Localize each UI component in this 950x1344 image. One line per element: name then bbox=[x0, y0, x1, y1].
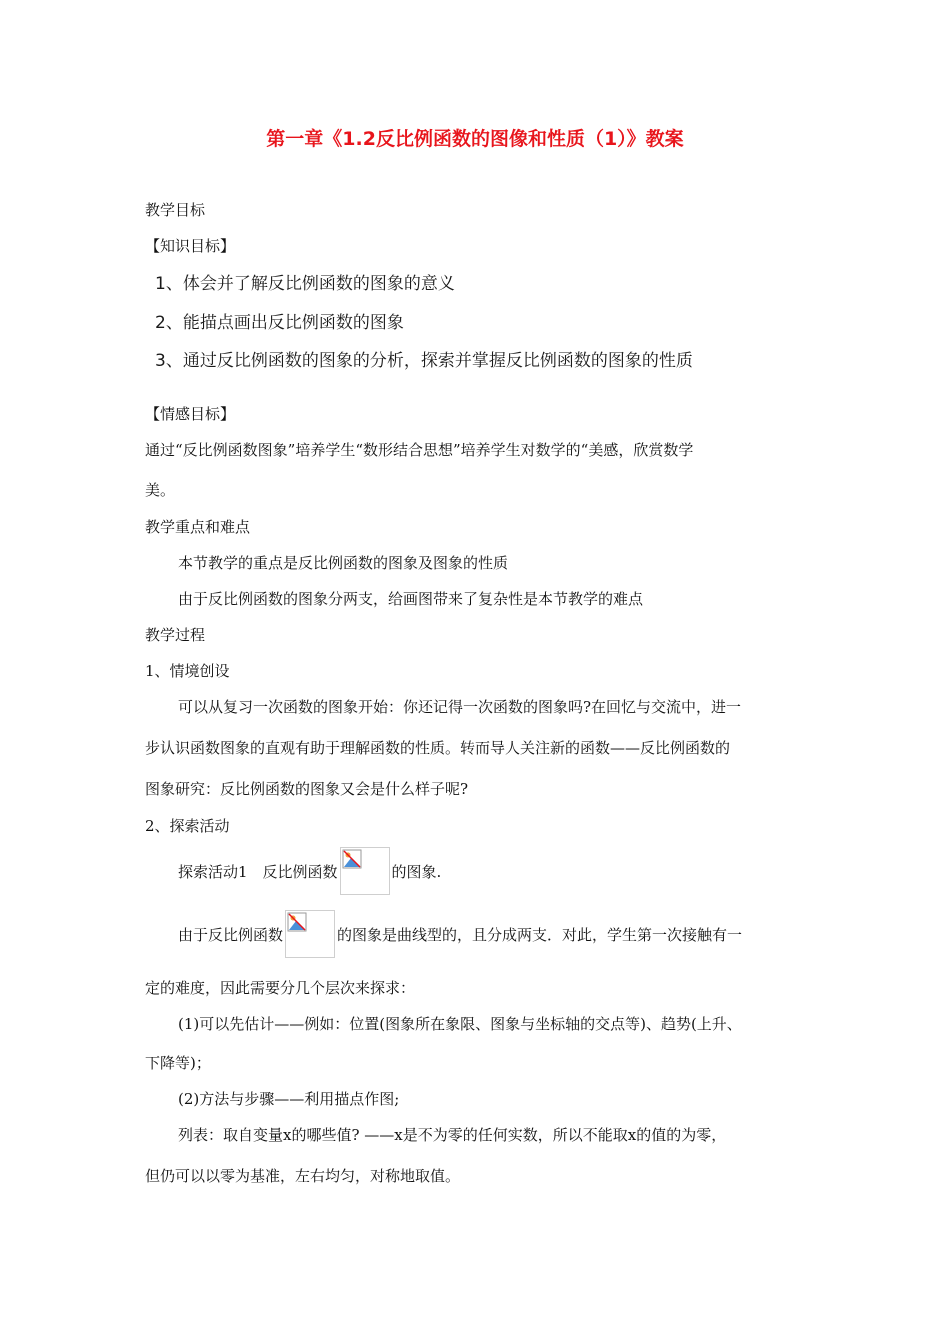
curve-suffix: 的图象是曲线型的，且分成两支．对此，学生第一次接触有一 bbox=[337, 925, 743, 944]
step1-line-3: 图象研究：反比例函数的图象又会是什么样子呢? bbox=[145, 780, 469, 798]
document-title: 第一章《1.2反比例函数的图像和性质（1）》教案 bbox=[266, 128, 684, 150]
emotion-goals-line-1: 通过“反比例函数图象”培养学生“数形结合思想”培养学生对数学的“美感，欣赏数学 bbox=[145, 441, 694, 459]
process-heading: 教学过程 bbox=[145, 626, 206, 644]
keypoints-heading: 教学重点和难点 bbox=[145, 518, 251, 536]
method-line: (2)方法与步骤——利用描点作图; bbox=[178, 1090, 400, 1108]
curve-prefix: 由于反比例函数 bbox=[178, 925, 284, 944]
knowledge-item-1: 1、体会并了解反比例函数的图象的意义 bbox=[155, 274, 455, 294]
curve-line-2: 定的难度，因此需要分几个层次来探求： bbox=[145, 979, 416, 997]
activity-1-line bbox=[178, 847, 441, 895]
formula-image-icon bbox=[340, 847, 390, 895]
activity-1-suffix: 的图象. bbox=[391, 862, 442, 881]
table-line-2: 但仍可以以零为基准，左右均匀，对称地取值。 bbox=[145, 1167, 461, 1185]
step1-heading: 1、情境创设 bbox=[145, 662, 230, 680]
keypoint-line-1: 本节教学的重点是反比例函数的图象及图象的性质 bbox=[178, 554, 509, 572]
step1-line-2: 步认识函数图象的直观有助于理解函数的性质。转而导人关注新的函数——反比例函数的 bbox=[145, 739, 731, 757]
knowledge-item-3: 3、通过反比例函数的图象的分析，探索并掌握反比例函数的图象的性质 bbox=[155, 351, 693, 371]
teaching-goals-heading: 教学目标 bbox=[145, 201, 206, 219]
knowledge-item-2: 2、能描点画出反比例函数的图象 bbox=[155, 313, 404, 333]
table-line-1: 列表：取自变量x的哪些值? ——x是不为零的任何实数，所以不能取x的值的为零， bbox=[178, 1126, 727, 1144]
activity-1-prefix: 探索活动1 反比例函数 bbox=[178, 862, 338, 881]
emotion-goals-line-2: 美。 bbox=[145, 481, 176, 499]
estimate-line-1: (1)可以先估计——例如：位置(图象所在象限、图象与坐标轴的交点等)、趋势(上升、 bbox=[178, 1015, 742, 1033]
knowledge-goals-heading: 【知识目标】 bbox=[145, 237, 236, 255]
formula-image-icon-2 bbox=[285, 910, 335, 958]
step1-line-1: 可以从复习一次函数的图象开始：你还记得一次函数的图象吗?在回忆与交流中，进一 bbox=[178, 698, 742, 716]
estimate-line-2: 下降等)； bbox=[145, 1054, 211, 1072]
step2-heading: 2、探索活动 bbox=[145, 817, 230, 835]
emotion-goals-heading: 【情感目标】 bbox=[145, 405, 236, 423]
keypoint-line-2: 由于反比例函数的图象分两支，给画图带来了复杂性是本节教学的难点 bbox=[178, 590, 644, 608]
curve-line bbox=[178, 910, 742, 958]
